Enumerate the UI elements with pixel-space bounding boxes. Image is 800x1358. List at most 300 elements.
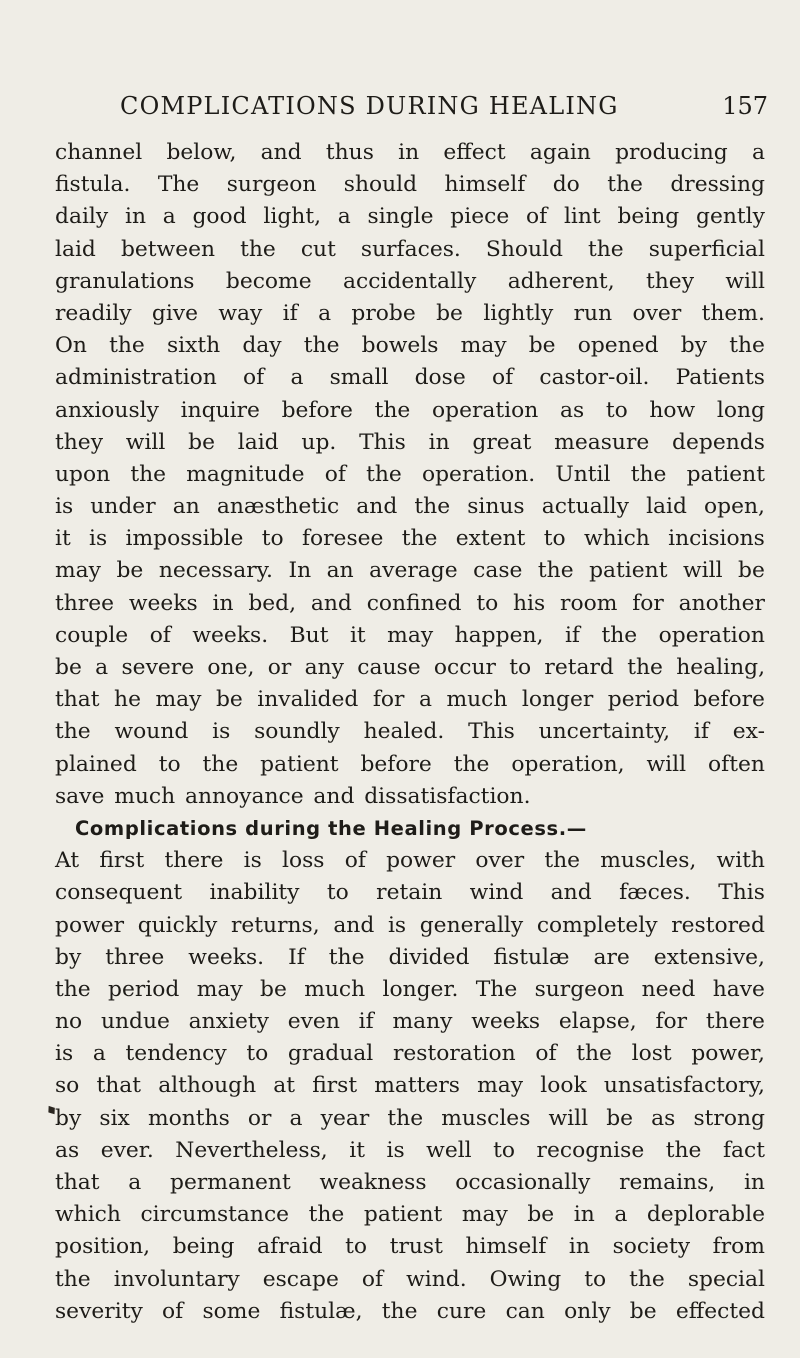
word: elapse, xyxy=(558,1009,637,1035)
word: the xyxy=(576,1041,612,1067)
word: open, xyxy=(704,494,765,520)
word: inquire xyxy=(180,397,260,423)
word: wind xyxy=(469,880,524,906)
word: if xyxy=(693,719,709,745)
word: it xyxy=(349,1137,365,1163)
word: healing, xyxy=(676,655,765,680)
word: the xyxy=(544,848,581,874)
word: afraid xyxy=(257,1234,323,1260)
word: escape xyxy=(262,1266,339,1292)
text-line xyxy=(55,555,765,587)
word: ex- xyxy=(732,719,765,745)
word: a xyxy=(162,204,176,230)
word: in xyxy=(743,1170,765,1195)
word: of xyxy=(525,204,548,230)
word: the xyxy=(629,1266,665,1292)
word: may xyxy=(460,333,507,359)
text-line xyxy=(55,1038,765,1070)
word: The xyxy=(475,976,518,1002)
word: superficial xyxy=(648,236,765,262)
word: is xyxy=(212,719,231,745)
text-line xyxy=(55,1006,765,1038)
word: the xyxy=(588,236,624,262)
word: the xyxy=(401,526,438,552)
word: the xyxy=(55,719,91,745)
word: in xyxy=(124,204,146,230)
word: an xyxy=(326,558,354,584)
word: lost xyxy=(631,1041,672,1067)
text-line xyxy=(55,1264,765,1296)
word: single xyxy=(367,204,434,230)
word: the xyxy=(240,236,276,262)
word: soundly xyxy=(254,719,340,745)
text-line xyxy=(55,459,765,491)
word: another xyxy=(678,590,765,616)
word: extent xyxy=(455,526,526,552)
word: a xyxy=(318,300,332,326)
word: the xyxy=(308,1202,345,1228)
word: accidentally xyxy=(343,268,477,294)
text-line xyxy=(55,910,765,942)
word: On xyxy=(55,333,87,359)
word: small xyxy=(329,365,389,391)
word: will xyxy=(682,558,723,584)
word: fistula. xyxy=(55,172,131,198)
word: in xyxy=(568,1234,590,1260)
word: of xyxy=(149,622,171,648)
word: have xyxy=(712,976,765,1002)
word: long xyxy=(716,397,765,423)
word: how xyxy=(649,397,696,423)
word: permanent xyxy=(170,1170,291,1195)
word: confined xyxy=(366,590,462,616)
word: be xyxy=(260,976,287,1002)
word: the xyxy=(130,461,167,487)
word: day xyxy=(242,333,282,359)
text-line xyxy=(55,395,765,427)
word: and xyxy=(333,912,375,938)
word: patient xyxy=(260,751,339,777)
word: be xyxy=(528,333,556,359)
word: be xyxy=(629,1298,657,1324)
word: first xyxy=(312,1073,358,1099)
text-line xyxy=(55,974,765,1006)
word: or xyxy=(247,1105,272,1131)
word: before xyxy=(693,687,765,713)
word: remains, xyxy=(619,1170,716,1195)
word: opened xyxy=(577,333,659,359)
word: invalided xyxy=(257,687,359,713)
text-line xyxy=(55,684,765,716)
word: laid xyxy=(646,494,687,520)
text-line xyxy=(55,716,765,748)
word: a xyxy=(289,1105,303,1131)
word: and xyxy=(310,590,352,616)
word: fistulæ xyxy=(493,944,570,970)
word: so xyxy=(55,1073,80,1099)
word: the xyxy=(55,1266,91,1292)
section-heading-line xyxy=(55,813,765,845)
word: impossible xyxy=(125,526,244,552)
word: it xyxy=(55,526,71,552)
word: dressing xyxy=(670,172,765,198)
word: between xyxy=(120,236,216,262)
text-line xyxy=(55,1231,765,1263)
word: effected xyxy=(675,1298,765,1324)
word: he xyxy=(114,687,141,713)
word: a xyxy=(92,1041,106,1067)
word: power, xyxy=(691,1041,765,1067)
running-head xyxy=(110,92,780,126)
word: daily xyxy=(55,204,109,230)
word: the xyxy=(328,944,365,970)
word: power xyxy=(386,848,456,874)
word: retard xyxy=(544,655,614,680)
word: often xyxy=(708,751,765,777)
word: trust xyxy=(389,1234,443,1260)
text-line xyxy=(55,427,765,459)
word: thus xyxy=(325,140,374,165)
word: may xyxy=(387,622,434,648)
word: muscles, xyxy=(600,848,697,874)
word: way xyxy=(218,300,263,326)
word: bed, xyxy=(248,590,297,616)
word: one, xyxy=(207,655,255,680)
word: be xyxy=(188,429,215,455)
word: anxiety xyxy=(188,1009,269,1035)
word: measure xyxy=(554,429,650,455)
word: sixth xyxy=(166,333,221,359)
word: need xyxy=(641,976,696,1002)
word: anæsthetic xyxy=(216,494,340,520)
word: will xyxy=(125,429,166,455)
word: gently xyxy=(696,204,765,230)
word: actually xyxy=(541,494,629,520)
word: any xyxy=(304,655,344,680)
word: as xyxy=(651,1105,676,1131)
word: or xyxy=(267,655,292,680)
body-text xyxy=(55,137,765,1328)
word: fæces. xyxy=(619,880,691,906)
text-line xyxy=(55,298,765,330)
word: is xyxy=(55,1041,74,1067)
word: operation xyxy=(658,622,765,648)
word: of xyxy=(162,1298,184,1324)
word: that xyxy=(96,1073,142,1099)
word: generally xyxy=(419,912,524,938)
word: over xyxy=(632,300,682,326)
word: may xyxy=(155,687,202,713)
word: in xyxy=(212,590,234,616)
word: his xyxy=(513,590,546,616)
word: the xyxy=(453,751,490,777)
word: may xyxy=(461,1202,508,1228)
word: the xyxy=(55,976,91,1002)
word: administration xyxy=(55,365,217,391)
word: be xyxy=(215,687,243,713)
word: and xyxy=(313,783,355,809)
word: bowels xyxy=(361,333,439,359)
word: couple xyxy=(55,622,129,648)
text-line xyxy=(55,234,765,266)
word: In xyxy=(288,558,312,584)
word: may xyxy=(196,976,243,1002)
word: the xyxy=(366,461,402,487)
word: a xyxy=(418,687,432,713)
word: fistulæ, xyxy=(279,1298,363,1324)
word: longer. xyxy=(382,976,459,1002)
word: laid xyxy=(237,429,279,455)
word: period xyxy=(607,687,680,713)
word: fact xyxy=(722,1137,765,1163)
word: a xyxy=(95,655,109,680)
word: if xyxy=(282,300,298,326)
word: restored xyxy=(671,912,765,938)
word: case xyxy=(473,558,523,584)
word: which xyxy=(583,526,650,552)
word: undue xyxy=(100,1009,170,1035)
section-heading: Complications during the Healing Process.— xyxy=(75,816,587,840)
word: if xyxy=(564,622,580,648)
word: Should xyxy=(485,236,563,262)
word: weeks. xyxy=(192,622,269,648)
word: matters xyxy=(374,1073,460,1099)
word: gradual xyxy=(287,1041,374,1067)
word: muscles xyxy=(441,1105,531,1131)
word: six xyxy=(99,1105,130,1131)
word: to xyxy=(605,397,628,423)
word: happen, xyxy=(454,622,544,648)
word: of xyxy=(324,461,346,487)
word: This xyxy=(718,880,765,906)
word: special xyxy=(687,1266,765,1292)
word: the xyxy=(381,1298,418,1324)
word: the xyxy=(109,333,145,359)
word: divided xyxy=(388,944,470,970)
word: no xyxy=(55,1009,83,1035)
word: in xyxy=(428,429,450,455)
word: the xyxy=(607,172,643,198)
word: occasionally xyxy=(455,1170,591,1195)
word: longer xyxy=(521,687,594,713)
word: by xyxy=(55,944,82,970)
text-line xyxy=(55,201,765,233)
word: unsatisfactory, xyxy=(603,1073,765,1099)
word: recognise xyxy=(536,1137,645,1163)
word: much xyxy=(304,976,366,1002)
word: be xyxy=(436,300,463,326)
word: to xyxy=(584,1266,607,1292)
word: first xyxy=(99,848,145,874)
word: save xyxy=(55,783,105,809)
word: anxiously xyxy=(55,397,159,423)
word: by xyxy=(680,333,708,359)
word: will xyxy=(548,1105,589,1131)
word: lightly xyxy=(483,300,554,326)
word: patient xyxy=(589,558,668,584)
word: depends xyxy=(672,429,765,455)
word: weakness xyxy=(319,1170,427,1195)
word: some xyxy=(202,1298,261,1324)
word: Until xyxy=(555,461,611,487)
word: operation. xyxy=(421,461,536,487)
word: they xyxy=(646,268,695,294)
text-line xyxy=(55,266,765,298)
word: that xyxy=(55,1170,100,1195)
word: are xyxy=(593,944,630,970)
word: of xyxy=(344,848,366,874)
word: before xyxy=(360,751,432,777)
text-line xyxy=(55,523,765,555)
word: Nevertheless, xyxy=(175,1137,328,1163)
word: quickly xyxy=(137,912,218,938)
word: is xyxy=(386,1137,405,1163)
word: room xyxy=(560,590,618,616)
text-line xyxy=(55,942,765,974)
text-line xyxy=(55,330,765,362)
word: to xyxy=(493,1137,516,1163)
word: society xyxy=(612,1234,691,1260)
word: with xyxy=(716,848,765,874)
word: readily xyxy=(55,300,132,326)
word: may xyxy=(55,558,101,584)
word: patient xyxy=(363,1202,443,1228)
page-number: 157 xyxy=(722,92,768,120)
word: ever. xyxy=(100,1137,154,1163)
word: This xyxy=(468,719,515,745)
word: up. xyxy=(301,429,337,455)
word: himself xyxy=(444,172,526,198)
word: there xyxy=(705,1009,765,1035)
word: patient xyxy=(686,461,765,487)
word: become xyxy=(225,268,312,294)
word: they xyxy=(55,429,104,455)
word: the xyxy=(303,333,340,359)
word: by xyxy=(55,1105,82,1131)
word: surgeon xyxy=(226,172,317,198)
word: there xyxy=(164,848,224,874)
word: severity xyxy=(55,1298,143,1324)
text-line xyxy=(55,1103,765,1135)
word: of xyxy=(243,365,265,391)
word: plained xyxy=(55,751,137,777)
word: and xyxy=(356,494,398,520)
word: the xyxy=(537,558,574,584)
word: three xyxy=(105,944,165,970)
word: even xyxy=(287,1009,340,1035)
word: piece xyxy=(450,204,510,230)
word: occur xyxy=(433,655,496,680)
stray-ink-mark: ♦ xyxy=(42,1100,63,1122)
word: incisions xyxy=(668,526,765,552)
word: over xyxy=(475,848,525,874)
word: may xyxy=(477,1073,524,1099)
word: the xyxy=(601,622,638,648)
word: magnitude xyxy=(186,461,305,487)
word: This xyxy=(359,429,406,455)
word: a xyxy=(290,365,304,391)
word: the xyxy=(387,1105,424,1131)
word: foresee xyxy=(301,526,384,552)
word: cause xyxy=(357,655,421,680)
word: But xyxy=(289,622,329,648)
word: great xyxy=(472,429,532,455)
word: good xyxy=(192,204,247,230)
word: to xyxy=(326,880,349,906)
word: and xyxy=(550,880,592,906)
word: much xyxy=(114,783,176,809)
text-line xyxy=(55,491,765,523)
word: is xyxy=(243,848,262,874)
word: laid xyxy=(55,236,96,262)
word: weeks. xyxy=(188,944,265,970)
word: healed. xyxy=(363,719,445,745)
word: at xyxy=(273,1073,296,1099)
word: surgeon xyxy=(534,976,625,1002)
word: the xyxy=(665,1137,702,1163)
word: be xyxy=(55,655,82,680)
text-line xyxy=(55,1070,765,1102)
word: returns, xyxy=(230,912,320,938)
word: which xyxy=(55,1202,121,1228)
word: it xyxy=(349,622,366,648)
word: tendency xyxy=(125,1041,227,1067)
word: year xyxy=(320,1105,370,1131)
word: inability xyxy=(209,880,300,906)
word: severe xyxy=(121,655,195,680)
word: average xyxy=(369,558,458,584)
word: of xyxy=(491,365,514,391)
word: position, xyxy=(55,1234,151,1260)
word: is xyxy=(89,526,108,552)
word: much xyxy=(446,687,508,713)
word: himself xyxy=(465,1234,547,1260)
word: Owing xyxy=(489,1266,562,1292)
word: as xyxy=(559,397,585,423)
text-line xyxy=(55,652,765,684)
word: the xyxy=(374,397,411,423)
word: wind. xyxy=(406,1266,467,1292)
word: should xyxy=(343,172,418,198)
text-line xyxy=(55,781,765,813)
word: is xyxy=(387,912,407,938)
text-line xyxy=(55,749,765,781)
word: deplorable xyxy=(646,1202,765,1228)
word: dose xyxy=(414,365,466,391)
word: dissatisfaction. xyxy=(364,783,531,809)
word: in xyxy=(398,140,420,165)
word: light, xyxy=(263,204,322,230)
word: run xyxy=(573,300,613,326)
word: restoration xyxy=(392,1041,516,1067)
word: involuntary xyxy=(113,1266,240,1292)
word: loss xyxy=(282,848,325,874)
word: for xyxy=(655,1009,688,1035)
word: a xyxy=(337,204,351,230)
word: to xyxy=(261,526,284,552)
word: many xyxy=(392,1009,453,1035)
word: necessary. xyxy=(158,558,273,584)
word: can xyxy=(505,1298,545,1324)
word: as xyxy=(55,1137,80,1163)
word: to xyxy=(543,526,566,552)
word: castor-oil. xyxy=(539,365,650,391)
word: producing xyxy=(615,140,728,165)
text-line xyxy=(55,588,765,620)
word: of xyxy=(361,1266,384,1292)
word: circumstance xyxy=(140,1202,290,1228)
word: being xyxy=(617,204,680,230)
